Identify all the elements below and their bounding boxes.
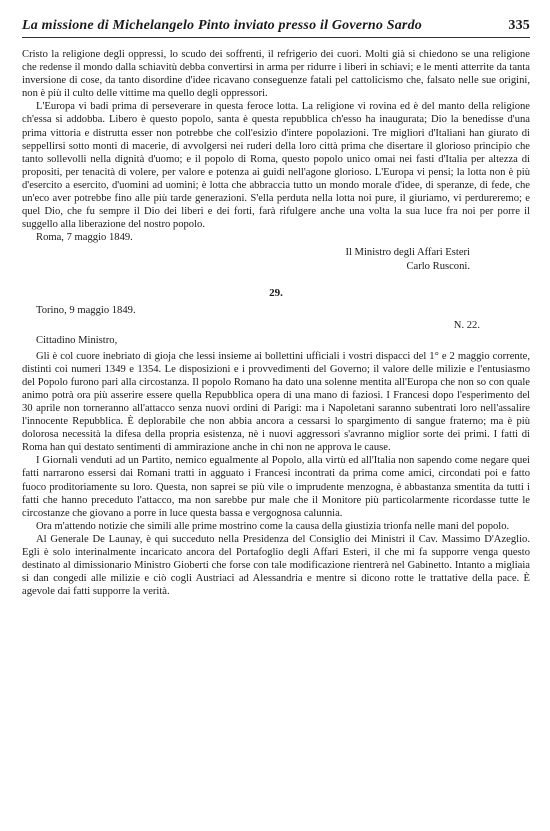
doc28-place-date: Roma, 7 maggio 1849. [36, 232, 133, 244]
doc28-signature [22, 246, 530, 272]
doc29-number: 29. [269, 286, 283, 299]
doc29-paragraph-3: Ora m'attendo notizie che simili alle prime mostrino come la causa della giustizia trionfa nelle mani del popolo. [36, 520, 510, 532]
running-head-title: La missione di Michelangelo Pinto inviato presso il Governo Sardo [22, 18, 422, 33]
doc29-header-row [22, 305, 530, 316]
doc28-signatory-name: Carlo Rusconi. [406, 260, 470, 272]
doc28-signatory-title: Il Ministro degli Affari Esteri [345, 247, 470, 259]
doc28-paragraph-1: Cristo la religione degli oppressi, lo scudo dei soffrenti, il refrigerio dei cuori. Molti già si chiedono se una religione che redense il mondo dalla schiavitù debba convertirsi in arma per ridurre i liberi in schiavi; e le menti atterrite da tanta inversione di cose, da tanto disordine d'idee ricavano conseguenze fatali pel cattolicismo che, falsato nelle sue origini, non è più il culto delle vittime ma quello degli oppressori. [22, 49, 530, 100]
document-page [22, 18, 530, 598]
doc29-paragraph-2: I Giornali venduti ad un Partito, nemico egualmente al Popolo, alla virtù ed all'Italia non sapendo come negare quei fatti narrarono essersi dai Romani tratti in agguato i Francesi incontrati da prima come amici, circondati poi e fatto fuoco proditoriamente su loro. Questa, non saprei se più vile o imprudente menzogna, è abbastanza smentita da tutti i fatti che hanno preceduto l'attacco, ma non sarebbe pur male che il Monitore più particolarmente ricordasse tutte le circostanze che giovano a porre in luce questa bassa e vergognosa calunnia. [22, 455, 530, 519]
running-head [22, 18, 530, 38]
doc29-salutation: Cittadino Ministro, [36, 334, 118, 346]
doc29-paragraph-4: Al Generale De Launay, è qui succeduto nella Presidenza del Consiglio dei Ministri il Cav. Massimo D'Azeglio. Egli è solo interinalmente incaricato ancora del Portafoglio degli Affari Esteri, il che mi fa supporre venga questo destinato al dimissionario Ministro Gioberti che forse con tale modificazione rientrerà nel Gabinetto. Intanto a migliaia si dan congedi alle milizie e ciò cogli Austriaci ad Alessandria e mentre si dicono rotte le trattative della pace. È agevole dai fatti supporre la verità. [22, 533, 530, 598]
doc29-protocol-row [22, 320, 530, 331]
doc28-paragraph-2: L'Europa vi badi prima di perseverare in questa feroce lotta. La religione vi rovina ed è del manto della religione ch'essa si addobba. Libero è questo popolo, santa è questa repubblica ch'esso ha inaugurata; Dio la benedisse d'una prima vittoria e distrutta esser non potrebbe che coll'esizio d'intere popolazioni. Tre migliori d'Italiani han giurato di seppellirsi sotto monti di macerie, di avvolgersi nei ruderi della loro città prima che disertare il glorioso principio che tanto sollevolli nella dignità d'uomo; e il popolo di Roma, questo popolo unico omai nei fasti d'Italia per altezza di propositi, per tenacità di volere, per valore e potenza ai guidi nell'agone glorioso. L'Europa vi pensi; la lotta non è più d'esercito a esercito, d'uomini ad uomini; è lotta che abbraccia tutto un mondo morale d'idee, di speranze, di fede, che un'eco aver potrebbe fino alle più tarde generazioni. S'ella perduta nella lotta noi pure, il giuriamo, vi perdureremo; e quel Dio, che fu sempre il Dio dei liberi e dei forti, farà rifulgere anche una volta la sua luce fra noi per porre il suggello alla liberazione del nostro popolo. [22, 101, 530, 231]
doc29-place-date: Torino, 9 maggio 1849. [36, 304, 136, 316]
doc29-protocol-number: N. 22. [453, 319, 480, 331]
page-number: 335 [508, 18, 530, 33]
doc29-paragraph-1: Gli è col cuore inebriato di gioja che lessi insieme ai bollettini ufficiali i vostri dispacci del 1° e 2 maggio corrente, distinti coi numeri 1349 e 1354. Le disposizioni e i provvedimenti del Governo; il valore delle milizie e l'entusiasmo del Popolo furono pari alla circostanza. Il popolo Romano ha dato una solenne mentita all'Europa che non so con quale animo potrà ora più asserire essere quella Repubblica opera di una mano di faziosi. I Francesi dopo l'esperimento del 30 aprile non torneranno all'attacco senza nuovi ordini di Parigi: ma i Napoletani saranno subentrati loro nell'assalire l'innocente Repubblica. È deplorabile che non abbia ancora a cessarsi lo spargimento di sangue fraterno; ma è più dolorosa necessità la difesa della propria esistenza, nè i nuovi aggressori s'avranno miglior sorte dei primi. I fatti di Roma han qui destato sentimenti di ammirazione anche in chi non ne approva le cause. [22, 350, 530, 454]
